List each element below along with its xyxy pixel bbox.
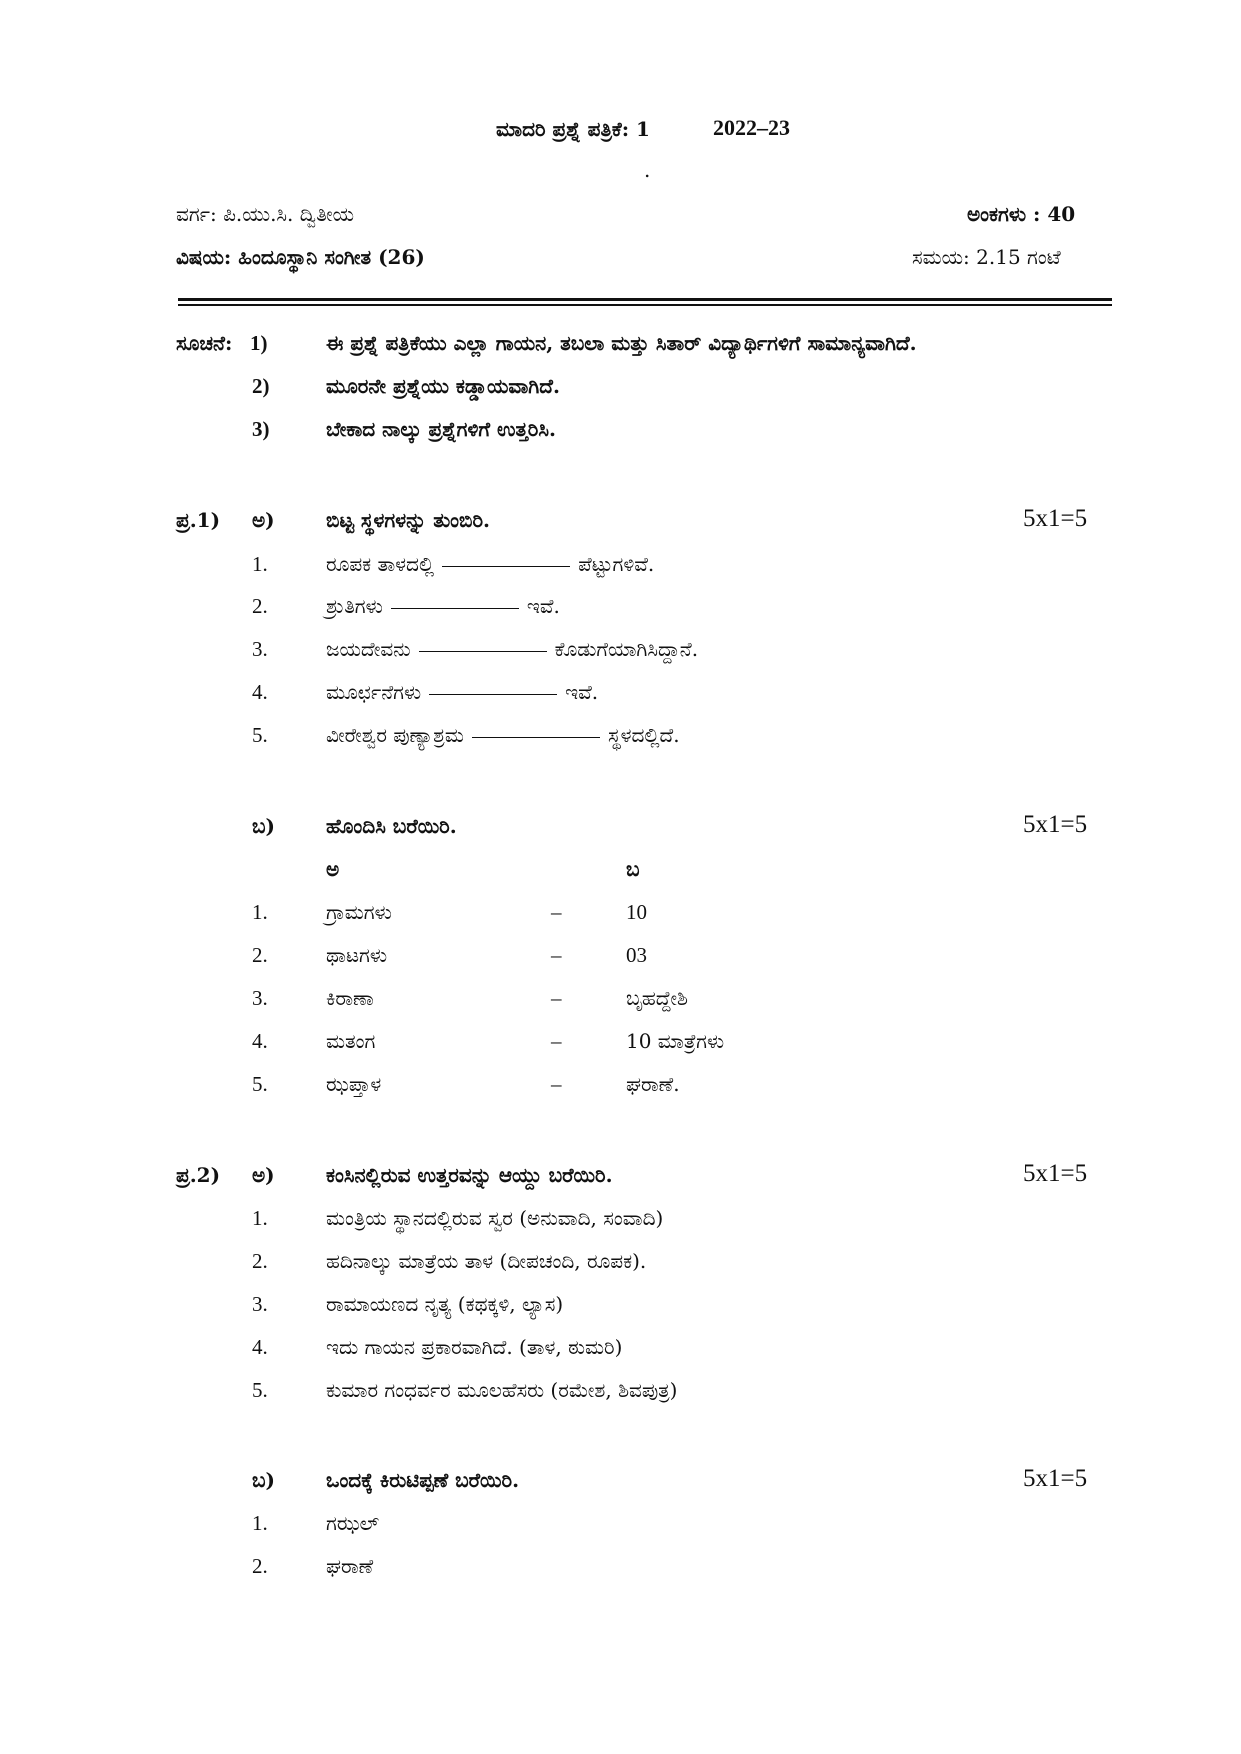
- match-dash: –: [551, 900, 562, 924]
- instruction-num: 2): [252, 374, 270, 398]
- match-column-a: ಮತಂಗ: [326, 1029, 376, 1053]
- fill-blank-item: [326, 680, 598, 704]
- header-rule-bottom: [178, 304, 1112, 306]
- answer-blank[interactable]: [391, 608, 519, 609]
- part-heading: ಒಂದಕ್ಕೆ ಕಿರುಟಿಪ್ಪಣೆ ಬರೆಯಿರಿ.: [326, 1468, 520, 1492]
- column-b-header: ಬ: [626, 857, 640, 881]
- item-text-after: ಪೆಟ್ಟುಗಳಿವೆ.: [578, 552, 655, 576]
- answer-blank[interactable]: [472, 737, 600, 738]
- instruction-num: 3): [252, 417, 270, 441]
- part-heading: ಬಿಟ್ಟ ಸ್ಥಳಗಳನ್ನು ತುಂಬಿರಿ.: [326, 508, 491, 532]
- item-num: 2.: [252, 943, 268, 967]
- item-text-before: ರೂಪಕ ತಾಳದಲ್ಲಿ: [326, 552, 435, 576]
- match-column-b: 10 ಮಾತ್ರೆಗಳು: [626, 1029, 725, 1053]
- item-num: 3.: [252, 637, 268, 661]
- match-column-a: ಕಿರಾಣಾ: [326, 986, 374, 1010]
- instructions-label: ಸೂಚನೆ:: [176, 331, 233, 355]
- instruction-text: ಈ ಪ್ರಶ್ನೆ ಪತ್ರಿಕೆಯು ಎಲ್ಲಾ ಗಾಯನ, ತಬಲಾ ಮತ್ತು ಸಿತಾರ್ ವಿದ್ಯಾರ್ಥಿಗಳಿಗೆ ಸಾಮಾನ್ಯವಾಗಿದೆ.: [326, 331, 917, 355]
- item-text-after: ಕೊಡುಗೆಯಾಗಿಸಿದ್ದಾನೆ.: [554, 637, 699, 661]
- item-num: 1.: [252, 1511, 268, 1535]
- item-num: 4.: [252, 1029, 268, 1053]
- part-marks: 5x1=5: [1023, 811, 1088, 838]
- item-text-after: ಇವೆ.: [565, 680, 599, 704]
- part-a-label: ಅ): [252, 1163, 275, 1187]
- match-column-b: ಬೃಹದ್ದೇಶಿ: [626, 986, 688, 1010]
- time-info: ಸಮಯ: 2.15 ಗಂಟೆ: [912, 245, 1061, 269]
- question-2-label: ಪ್ರ.2): [176, 1163, 221, 1187]
- question-item: ಕುಮಾರ ಗಂಧರ್ವರ ಮೂಲಹೆಸರು (ರಮೇಶ, ಶಿವಪುತ್ರ): [326, 1378, 678, 1402]
- question-item: ಮಂತ್ರಿಯ ಸ್ಥಾನದಲ್ಲಿರುವ ಸ್ವರ (ಅನುವಾದಿ, ಸಂವಾದಿ): [326, 1206, 664, 1230]
- item-text-before: ಜಯದೇವನು: [326, 637, 411, 661]
- question-item: ಗಝಲ್: [326, 1511, 380, 1535]
- answer-blank[interactable]: [442, 566, 570, 567]
- fill-blank-item: [326, 594, 560, 618]
- match-column-b: 03: [626, 943, 647, 967]
- match-dash: –: [551, 1029, 562, 1053]
- part-b-label: ಬ): [252, 814, 276, 838]
- academic-year: 2022–23: [713, 115, 790, 140]
- match-column-b: 10: [626, 900, 647, 924]
- part-marks: 5x1=5: [1023, 505, 1088, 532]
- item-num: 1.: [252, 552, 268, 576]
- match-column-a: ಝಪ್ತಾಳ: [326, 1072, 382, 1096]
- item-num: 3.: [252, 1292, 268, 1316]
- part-a-label: ಅ): [252, 508, 275, 532]
- match-column-a: ಥಾಟಗಳು: [326, 943, 388, 967]
- instruction-num: 1): [250, 331, 268, 355]
- match-column-b: ಘರಾಣೆ.: [626, 1072, 680, 1096]
- header-dot: .: [644, 158, 651, 182]
- item-num: 2.: [252, 1249, 268, 1273]
- item-text-after: ಇವೆ.: [526, 594, 560, 618]
- item-num: 1.: [252, 900, 268, 924]
- fill-blank-item: [326, 637, 698, 661]
- part-heading: ಹೊಂದಿಸಿ ಬರೆಯಿರಿ.: [326, 814, 457, 838]
- item-num: 4.: [252, 680, 268, 704]
- question-item: ಹದಿನಾಲ್ಕು ಮಾತ್ರೆಯ ತಾಳ (ದೀಪಚಂದಿ, ರೂಪಕ).: [326, 1249, 647, 1273]
- item-num: 5.: [252, 723, 268, 747]
- header-rule-top: [178, 298, 1112, 301]
- question-item: ಇದು ಗಾಯನ ಪ್ರಕಾರವಾಗಿದೆ. (ತಾಳ, ಠುಮರಿ): [326, 1335, 623, 1359]
- part-marks: 5x1=5: [1023, 1465, 1088, 1492]
- question-1-label: ಪ್ರ.1): [176, 508, 221, 532]
- part-b-label: ಬ): [252, 1468, 276, 1492]
- item-num: 1.: [252, 1206, 268, 1230]
- item-num: 2.: [252, 594, 268, 618]
- item-num: 5.: [252, 1072, 268, 1096]
- match-dash: –: [551, 943, 562, 967]
- item-num: 3.: [252, 986, 268, 1010]
- match-dash: –: [551, 1072, 562, 1096]
- question-item: ರಾಮಾಯಣದ ನೃತ್ಯ (ಕಥಕ್ಕಳಿ, ಲ್ಯಾಸ): [326, 1292, 564, 1316]
- item-text-before: ಮೂರ್ಛನೆಗಳು: [326, 680, 422, 704]
- question-item: ಘರಾಣೆ: [326, 1554, 374, 1578]
- item-num: 5.: [252, 1378, 268, 1402]
- match-dash: –: [551, 986, 562, 1010]
- instruction-text: ಬೇಕಾದ ನಾಲ್ಕು ಪ್ರಶ್ನೆಗಳಿಗೆ ಉತ್ತರಿಸಿ.: [326, 417, 556, 441]
- column-a-header: ಅ: [326, 857, 340, 881]
- item-text-after: ಸ್ಥಳದಲ್ಲಿದೆ.: [607, 723, 680, 747]
- subject-info: ವಿಷಯ: ಹಿಂದೂಸ್ಥಾನಿ ಸಂಗೀತ (26): [176, 245, 425, 269]
- item-text-before: ಶ್ರುತಿಗಳು: [326, 594, 383, 618]
- class-info: ವರ್ಗ: ಪಿ.ಯು.ಸಿ. ದ್ವಿತೀಯ: [176, 202, 355, 226]
- match-column-a: ಗ್ರಾಮಗಳು: [326, 900, 392, 924]
- fill-blank-item: [326, 723, 680, 747]
- total-marks: ಅಂಕಗಳು : 40: [967, 202, 1076, 226]
- paper-title: ಮಾದರಿ ಪ್ರಶ್ನೆ ಪತ್ರಿಕೆ: 1: [496, 117, 650, 141]
- fill-blank-item: [326, 552, 654, 576]
- item-num: 4.: [252, 1335, 268, 1359]
- item-num: 2.: [252, 1554, 268, 1578]
- part-marks: 5x1=5: [1023, 1160, 1088, 1187]
- answer-blank[interactable]: [429, 694, 557, 695]
- instruction-text: ಮೂರನೇ ಪ್ರಶ್ನೆಯು ಕಡ್ಡಾಯವಾಗಿದೆ.: [326, 374, 560, 398]
- part-heading: ಕಂಸಿನಲ್ಲಿರುವ ಉತ್ತರವನ್ನು ಆಯ್ದು ಬರೆಯಿರಿ.: [326, 1163, 613, 1187]
- answer-blank[interactable]: [419, 651, 547, 652]
- item-text-before: ವೀರೇಶ್ವರ ಪುಣ್ಯಾಶ್ರಮ: [326, 723, 464, 747]
